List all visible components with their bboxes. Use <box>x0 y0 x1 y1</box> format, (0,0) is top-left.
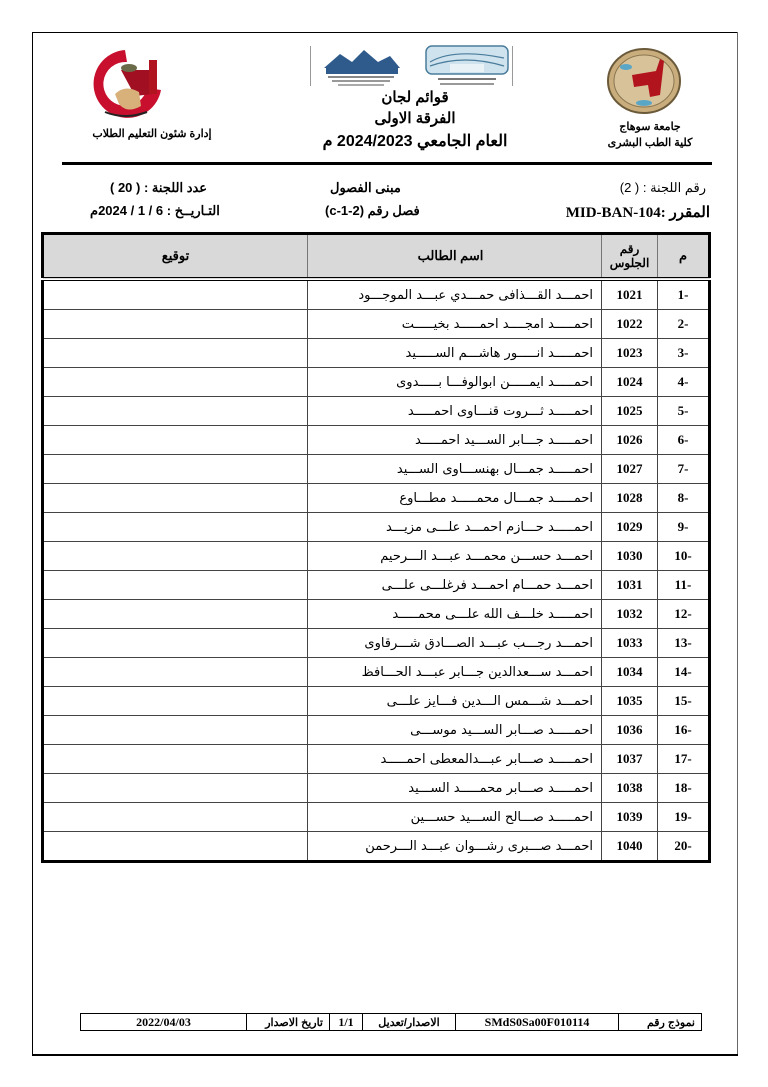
row-index: -3 <box>658 339 710 368</box>
table-row <box>43 832 710 862</box>
logo-divider <box>512 46 513 86</box>
signature-field[interactable] <box>43 716 308 745</box>
signature-field[interactable] <box>43 629 308 658</box>
signature-field[interactable] <box>43 455 308 484</box>
row-index: -20 <box>658 832 710 862</box>
students-table <box>41 232 711 863</box>
student-name: احمـــد حمـــام احمـــد فرغلـــى علـــى <box>308 571 602 600</box>
signature-field[interactable] <box>43 368 308 397</box>
student-name: احمـــد حســـن محمـــد عبـــد الـــرحيم <box>308 542 602 571</box>
eqac-accreditation-icon <box>318 44 404 90</box>
form-number-value: SMdS0Sa00F010114 <box>456 1014 619 1031</box>
table-row <box>43 426 710 455</box>
seat-number: 1040 <box>602 832 658 862</box>
row-index: -7 <box>658 455 710 484</box>
page-border-right <box>737 32 738 1055</box>
row-index: -1 <box>658 279 710 310</box>
table-row <box>43 658 710 687</box>
university-logo-icon <box>604 45 684 115</box>
faculty-logo-icon <box>75 44 175 122</box>
issue-date-label: تاريخ الاصدار <box>247 1014 330 1031</box>
student-name: احمـــد رجـــب عبـــد الصـــادق شـــرقاوى <box>308 629 602 658</box>
seat-number: 1032 <box>602 600 658 629</box>
table-row <box>43 542 710 571</box>
row-index: -5 <box>658 397 710 426</box>
student-name: احمـــد القـــذافى حمـــدي عبـــد الموجـــود <box>308 279 602 310</box>
student-name: احمـــــد صـــالح الســـيد حســـين <box>308 803 602 832</box>
student-name: احمـــــد ايمـــــن ابوالوفـــا بـــــدوى <box>308 368 602 397</box>
building-name: مبنى الفصول <box>330 180 401 195</box>
table-row <box>43 774 710 803</box>
row-index: -14 <box>658 658 710 687</box>
seat-number: 1024 <box>602 368 658 397</box>
signature-field[interactable] <box>43 658 308 687</box>
row-index: -9 <box>658 513 710 542</box>
seat-number: 1028 <box>602 484 658 513</box>
signature-field[interactable] <box>43 279 308 310</box>
student-name: احمـــد صـــبرى رشـــوان عبـــد الـــرحمن <box>308 832 602 862</box>
logo-divider <box>310 46 311 86</box>
row-index: -8 <box>658 484 710 513</box>
header-student-name: اسم الطالب <box>308 234 602 280</box>
form-footer <box>80 1013 702 1031</box>
table-row <box>43 455 710 484</box>
aia-certification-icon <box>424 44 510 90</box>
seat-number: 1039 <box>602 803 658 832</box>
student-name: احمـــــد امجــــد احمـــــد بخيـــــت <box>308 310 602 339</box>
row-index: -6 <box>658 426 710 455</box>
table-row <box>43 803 710 832</box>
classroom-number: فصل رقم (2-1-c) <box>325 203 420 218</box>
signature-field[interactable] <box>43 803 308 832</box>
university-name: جامعة سوهاج <box>619 121 681 133</box>
student-name: احمـــد ســـعدالدين جـــابر عبـــد الحـــافظ <box>308 658 602 687</box>
course-code: المقرر :MID-BAN-104 <box>565 205 710 221</box>
document-title: قوائم لجان <box>381 89 449 106</box>
signature-field[interactable] <box>43 310 308 339</box>
seat-number: 1027 <box>602 455 658 484</box>
table-row <box>43 368 710 397</box>
table-row <box>43 310 710 339</box>
row-index: -11 <box>658 571 710 600</box>
seat-number: 1035 <box>602 687 658 716</box>
signature-field[interactable] <box>43 832 308 862</box>
seat-number: 1037 <box>602 745 658 774</box>
signature-field[interactable] <box>43 513 308 542</box>
row-index: -16 <box>658 716 710 745</box>
student-name: احمـــــد حـــازم احمـــد علـــى مزيـــد <box>308 513 602 542</box>
seat-number: 1034 <box>602 658 658 687</box>
year-level: الفرقة الاولى <box>374 110 456 127</box>
table-header-row <box>43 234 710 280</box>
student-name: احمـــــد انـــــور هاشـــم الســـــيد <box>308 339 602 368</box>
student-name: احمـــــد جـــابر الســـيد احمـــــد <box>308 426 602 455</box>
row-index: -12 <box>658 600 710 629</box>
table-row <box>43 339 710 368</box>
row-index: -13 <box>658 629 710 658</box>
table-row <box>43 279 710 310</box>
exam-date: التـاريــخ : 6 / 1 / 2024م <box>90 203 220 218</box>
student-name: احمـــد شـــمس الـــدين فـــايز علـــى <box>308 687 602 716</box>
table-row <box>43 629 710 658</box>
version-label: الاصدار/تعديل <box>363 1014 456 1031</box>
table-row <box>43 397 710 426</box>
student-name: احمـــــد جمـــال محمـــــد مطـــاوع <box>308 484 602 513</box>
faculty-name: كلية الطب البشرى <box>607 137 693 149</box>
header-signature: توقيع <box>43 234 308 280</box>
header-seat-number: رقم الجلوس <box>602 234 658 280</box>
table-row <box>43 600 710 629</box>
seat-number: 1036 <box>602 716 658 745</box>
seat-number: 1029 <box>602 513 658 542</box>
signature-field[interactable] <box>43 542 308 571</box>
signature-field[interactable] <box>43 600 308 629</box>
signature-field[interactable] <box>43 484 308 513</box>
academic-year: العام الجامعي 2024/2023 م <box>322 133 508 150</box>
table-row <box>43 745 710 774</box>
row-index: -19 <box>658 803 710 832</box>
row-index: -10 <box>658 542 710 571</box>
table-row <box>43 484 710 513</box>
signature-field[interactable] <box>43 397 308 426</box>
form-number-label: نموذج رقم <box>619 1014 702 1031</box>
header-index: م <box>658 234 710 280</box>
signature-field[interactable] <box>43 774 308 803</box>
seat-number: 1021 <box>602 279 658 310</box>
row-index: -2 <box>658 310 710 339</box>
row-index: -17 <box>658 745 710 774</box>
row-index: -15 <box>658 687 710 716</box>
student-affairs-caption: إدارة شئون التعليم الطلاب <box>92 128 212 140</box>
signature-field[interactable] <box>43 339 308 368</box>
row-index: -4 <box>658 368 710 397</box>
header-divider <box>62 162 712 165</box>
table-row <box>43 687 710 716</box>
seat-number: 1033 <box>602 629 658 658</box>
signature-field[interactable] <box>43 426 308 455</box>
version-value: 1/1 <box>330 1014 363 1031</box>
student-name: احمـــــد خلـــف الله علـــى محمـــــد <box>308 600 602 629</box>
student-name: احمـــــد ثـــروت قنـــاوى احمـــــد <box>308 397 602 426</box>
seat-number: 1030 <box>602 542 658 571</box>
seat-number: 1022 <box>602 310 658 339</box>
table-row <box>43 513 710 542</box>
table-row <box>43 716 710 745</box>
student-name: احمـــــد جمـــال بهنســـاوى الســـيد <box>308 455 602 484</box>
committee-count: عدد اللجنة : ( 20 ) <box>110 180 208 195</box>
seat-number: 1025 <box>602 397 658 426</box>
row-index: -18 <box>658 774 710 803</box>
seat-number: 1026 <box>602 426 658 455</box>
seat-number: 1031 <box>602 571 658 600</box>
signature-field[interactable] <box>43 687 308 716</box>
signature-field[interactable] <box>43 571 308 600</box>
issue-date-value: 2022/04/03 <box>81 1014 247 1031</box>
student-name: احمـــــد صـــابر الســـيد موســـى <box>308 716 602 745</box>
seat-number: 1023 <box>602 339 658 368</box>
student-name: احمـــــد صـــابر عبـــدالمعطى احمـــــد <box>308 745 602 774</box>
student-name: احمـــــد صـــابر محمـــــد الســـيد <box>308 774 602 803</box>
committee-number: رقم اللجنة : ( 2) <box>619 180 706 195</box>
page-border-bottom <box>32 1054 738 1056</box>
signature-field[interactable] <box>43 745 308 774</box>
seat-number: 1038 <box>602 774 658 803</box>
table-row <box>43 571 710 600</box>
